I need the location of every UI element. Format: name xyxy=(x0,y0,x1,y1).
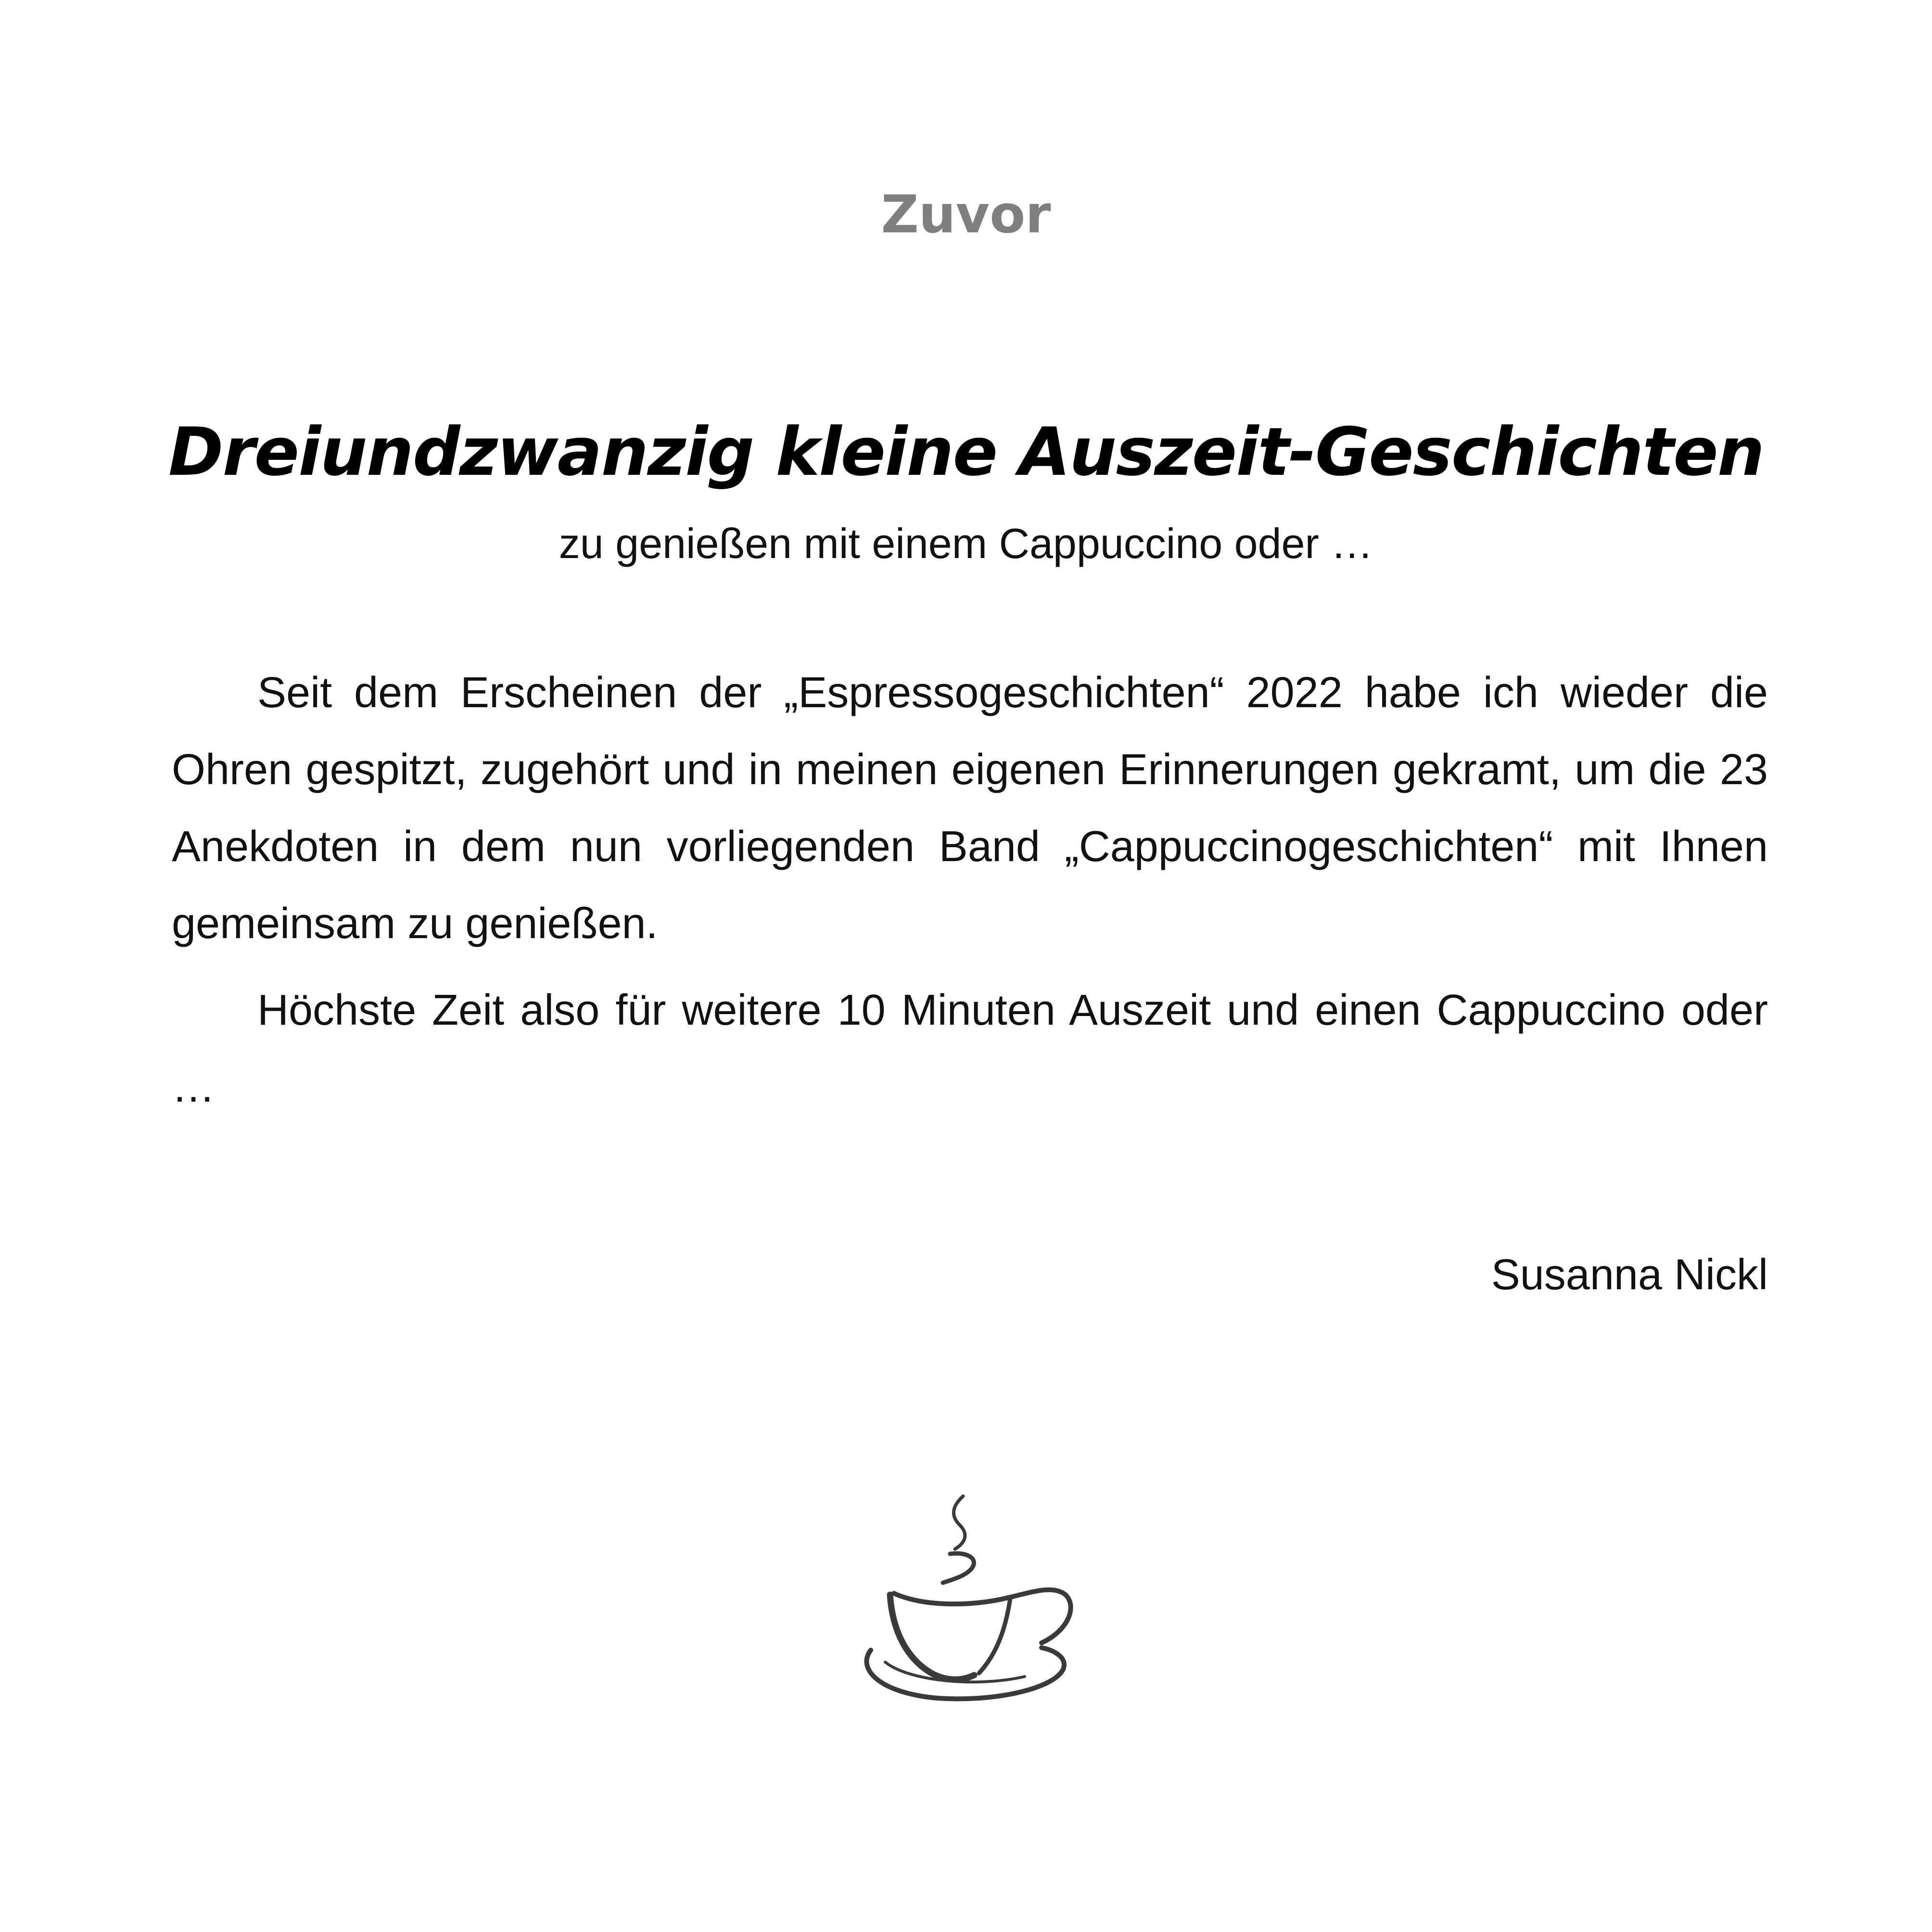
preface-body xyxy=(172,654,1768,1135)
book-title: Dreiundzwanzig kleine Auszeit-Geschichten xyxy=(168,413,1764,491)
paragraph-1: Seit dem Erscheinen der „Espressogeschichten“ 2022 habe ich wieder die Ohren gespitzt, zugehört und in meinen eigenen Erinnerungen gekramt, um die 23 Anekdoten in dem nun vorliegenden Band „Cappuccinogeschichten“ mit Ihnen gemeinsam zu genießen. xyxy=(172,669,1768,948)
paragraph-2: Höchste Zeit also für weitere 10 Minuten Auszeit und einen Cappuccino oder … xyxy=(172,986,1768,1111)
coffee-cup-icon xyxy=(852,1487,1092,1717)
section-heading: Zuvor xyxy=(881,185,1051,245)
author-signature: Susanna Nickl xyxy=(1491,1251,1768,1299)
book-subtitle: zu genießen mit einem Cappuccino oder … xyxy=(559,520,1373,567)
